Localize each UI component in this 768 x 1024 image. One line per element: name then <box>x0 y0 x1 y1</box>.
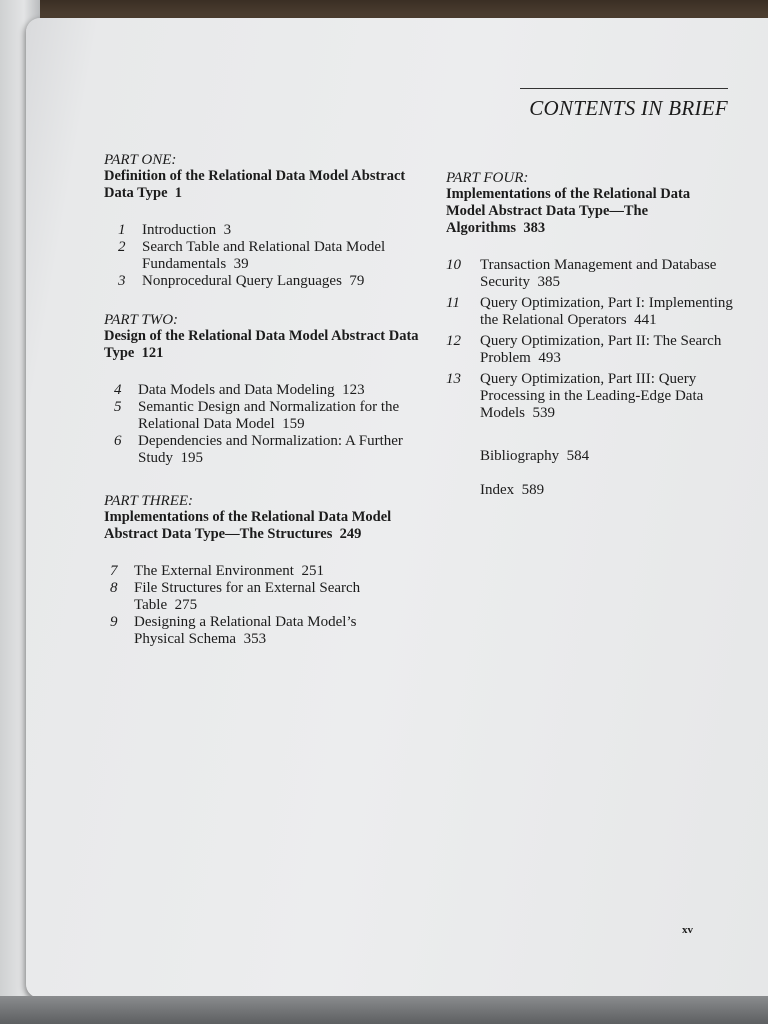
chapter-title <box>142 239 434 273</box>
table-surface <box>0 996 768 1024</box>
chapter-title <box>480 333 736 367</box>
chapter-title-text: Transaction Management and Database Security <box>480 257 717 290</box>
chapter-item <box>446 371 736 422</box>
part-page: 383 <box>523 220 546 236</box>
part-three <box>104 493 434 648</box>
chapter-title-text: Designing a Relational Data Model’s Physical Schema <box>134 614 357 647</box>
chapter-title <box>138 382 434 399</box>
chapter-item <box>114 433 434 467</box>
bibliography-entry <box>480 448 746 465</box>
part-label: PART THREE: <box>104 493 194 509</box>
bibliography-page: 584 <box>566 448 590 464</box>
chapter-list <box>446 257 736 422</box>
chapter-item <box>118 222 434 239</box>
chapter-number: 3 <box>118 273 126 289</box>
chapter-page: 159 <box>282 416 305 432</box>
chapter-page: 39 <box>233 256 249 272</box>
page-title: CONTENTS IN BRIEF <box>529 96 728 120</box>
part-title <box>104 168 434 202</box>
chapter-page: 3 <box>223 222 232 238</box>
chapter-item <box>110 563 410 580</box>
part-title-text: Implementations of the Relational Data Model Abstract Data Type—The Structures <box>104 509 392 542</box>
chapter-title <box>142 273 434 290</box>
chapter-title <box>138 399 434 433</box>
chapter-title-text: Semantic Design and Normalization for the Relational Data Model <box>138 399 400 432</box>
chapter-item <box>118 239 434 273</box>
chapter-title-text: Dependencies and Normalization: A Further Study <box>138 433 403 466</box>
chapter-number: 8 <box>110 580 118 596</box>
chapter-title-text: Nonprocedural Query Languages <box>142 273 342 289</box>
chapter-item <box>446 333 736 367</box>
chapter-page: 353 <box>243 631 267 647</box>
chapter-item <box>110 614 410 648</box>
part-one <box>104 152 434 290</box>
chapter-title <box>480 295 736 329</box>
chapter-item <box>110 580 410 614</box>
chapter-title <box>480 257 736 291</box>
chapter-number: 12 <box>446 333 461 349</box>
chapter-page: 493 <box>538 350 561 366</box>
part-label: PART TWO: <box>104 312 179 328</box>
chapter-number: 10 <box>446 257 461 273</box>
part-label: PART FOUR: <box>446 170 529 186</box>
chapter-title-text: Search Table and Relational Data Model Fundamentals <box>142 239 386 272</box>
part-title-text: Design of the Relational Data Model Abstract Data Type <box>104 328 419 361</box>
chapter-item <box>114 399 434 433</box>
chapter-title-text: The External Environment <box>134 563 294 579</box>
chapter-page: 539 <box>532 405 555 421</box>
chapter-number: 4 <box>114 382 122 398</box>
chapter-title <box>134 614 410 648</box>
chapter-number: 7 <box>110 563 118 579</box>
chapter-page: 123 <box>342 382 365 398</box>
chapter-title-text: Query Optimization, Part III: Query Processing in the Leading-Edge Data Models <box>480 371 704 421</box>
chapter-list <box>114 382 434 467</box>
chapter-title-text: Introduction <box>142 222 217 238</box>
contents-left-column <box>104 152 434 648</box>
part-page: 1 <box>174 185 183 201</box>
index-label: Index <box>480 482 515 498</box>
header-rule <box>520 88 728 89</box>
chapter-number: 9 <box>110 614 118 630</box>
chapter-page: 195 <box>180 450 204 466</box>
chapter-title <box>480 371 736 422</box>
chapter-page: 385 <box>537 274 560 290</box>
chapter-item <box>118 273 434 290</box>
chapter-list <box>110 563 410 648</box>
part-title-text: Definition of the Relational Data Model Abstract Data Type <box>104 168 406 201</box>
chapter-page: 251 <box>301 563 324 579</box>
chapter-title <box>142 222 434 239</box>
chapter-title-text: Data Models and Data Modeling <box>138 382 335 398</box>
part-two <box>104 312 434 467</box>
bibliography-label: Bibliography <box>480 448 560 464</box>
page-number: xv <box>682 924 693 936</box>
chapter-number: 6 <box>114 433 122 449</box>
part-title-text: Implementations of the Relational Data Model Abstract Data Type—The Algorithms <box>446 186 691 236</box>
chapter-number: 1 <box>118 222 126 238</box>
part-page: 249 <box>339 526 362 542</box>
part-four <box>446 170 746 499</box>
chapter-number: 13 <box>446 371 461 387</box>
chapter-title <box>134 580 410 614</box>
chapter-list <box>118 222 434 290</box>
chapter-item <box>446 257 736 291</box>
index-page: 589 <box>521 482 545 498</box>
part-title <box>104 509 404 543</box>
chapter-page: 79 <box>349 273 365 289</box>
chapter-number: 2 <box>118 239 126 255</box>
chapter-title-text: File Structures for an External Search Table <box>134 580 361 613</box>
chapter-number: 11 <box>446 295 460 311</box>
chapter-number: 5 <box>114 399 122 415</box>
chapter-item <box>114 382 434 399</box>
chapter-title-text: Query Optimization, Part I: Implementing the Relational Operators <box>480 295 733 328</box>
part-title <box>104 328 434 362</box>
part-label: PART ONE: <box>104 152 177 168</box>
chapter-page: 441 <box>634 312 657 328</box>
part-title <box>446 186 721 237</box>
chapter-item <box>446 295 736 329</box>
chapter-page: 275 <box>174 597 198 613</box>
part-page: 121 <box>141 345 164 361</box>
chapter-title-text: Query Optimization, Part II: The Search Problem <box>480 333 722 366</box>
chapter-title <box>138 433 434 467</box>
index-entry <box>480 482 746 499</box>
contents-right-column <box>446 170 746 499</box>
chapter-title <box>134 563 410 580</box>
